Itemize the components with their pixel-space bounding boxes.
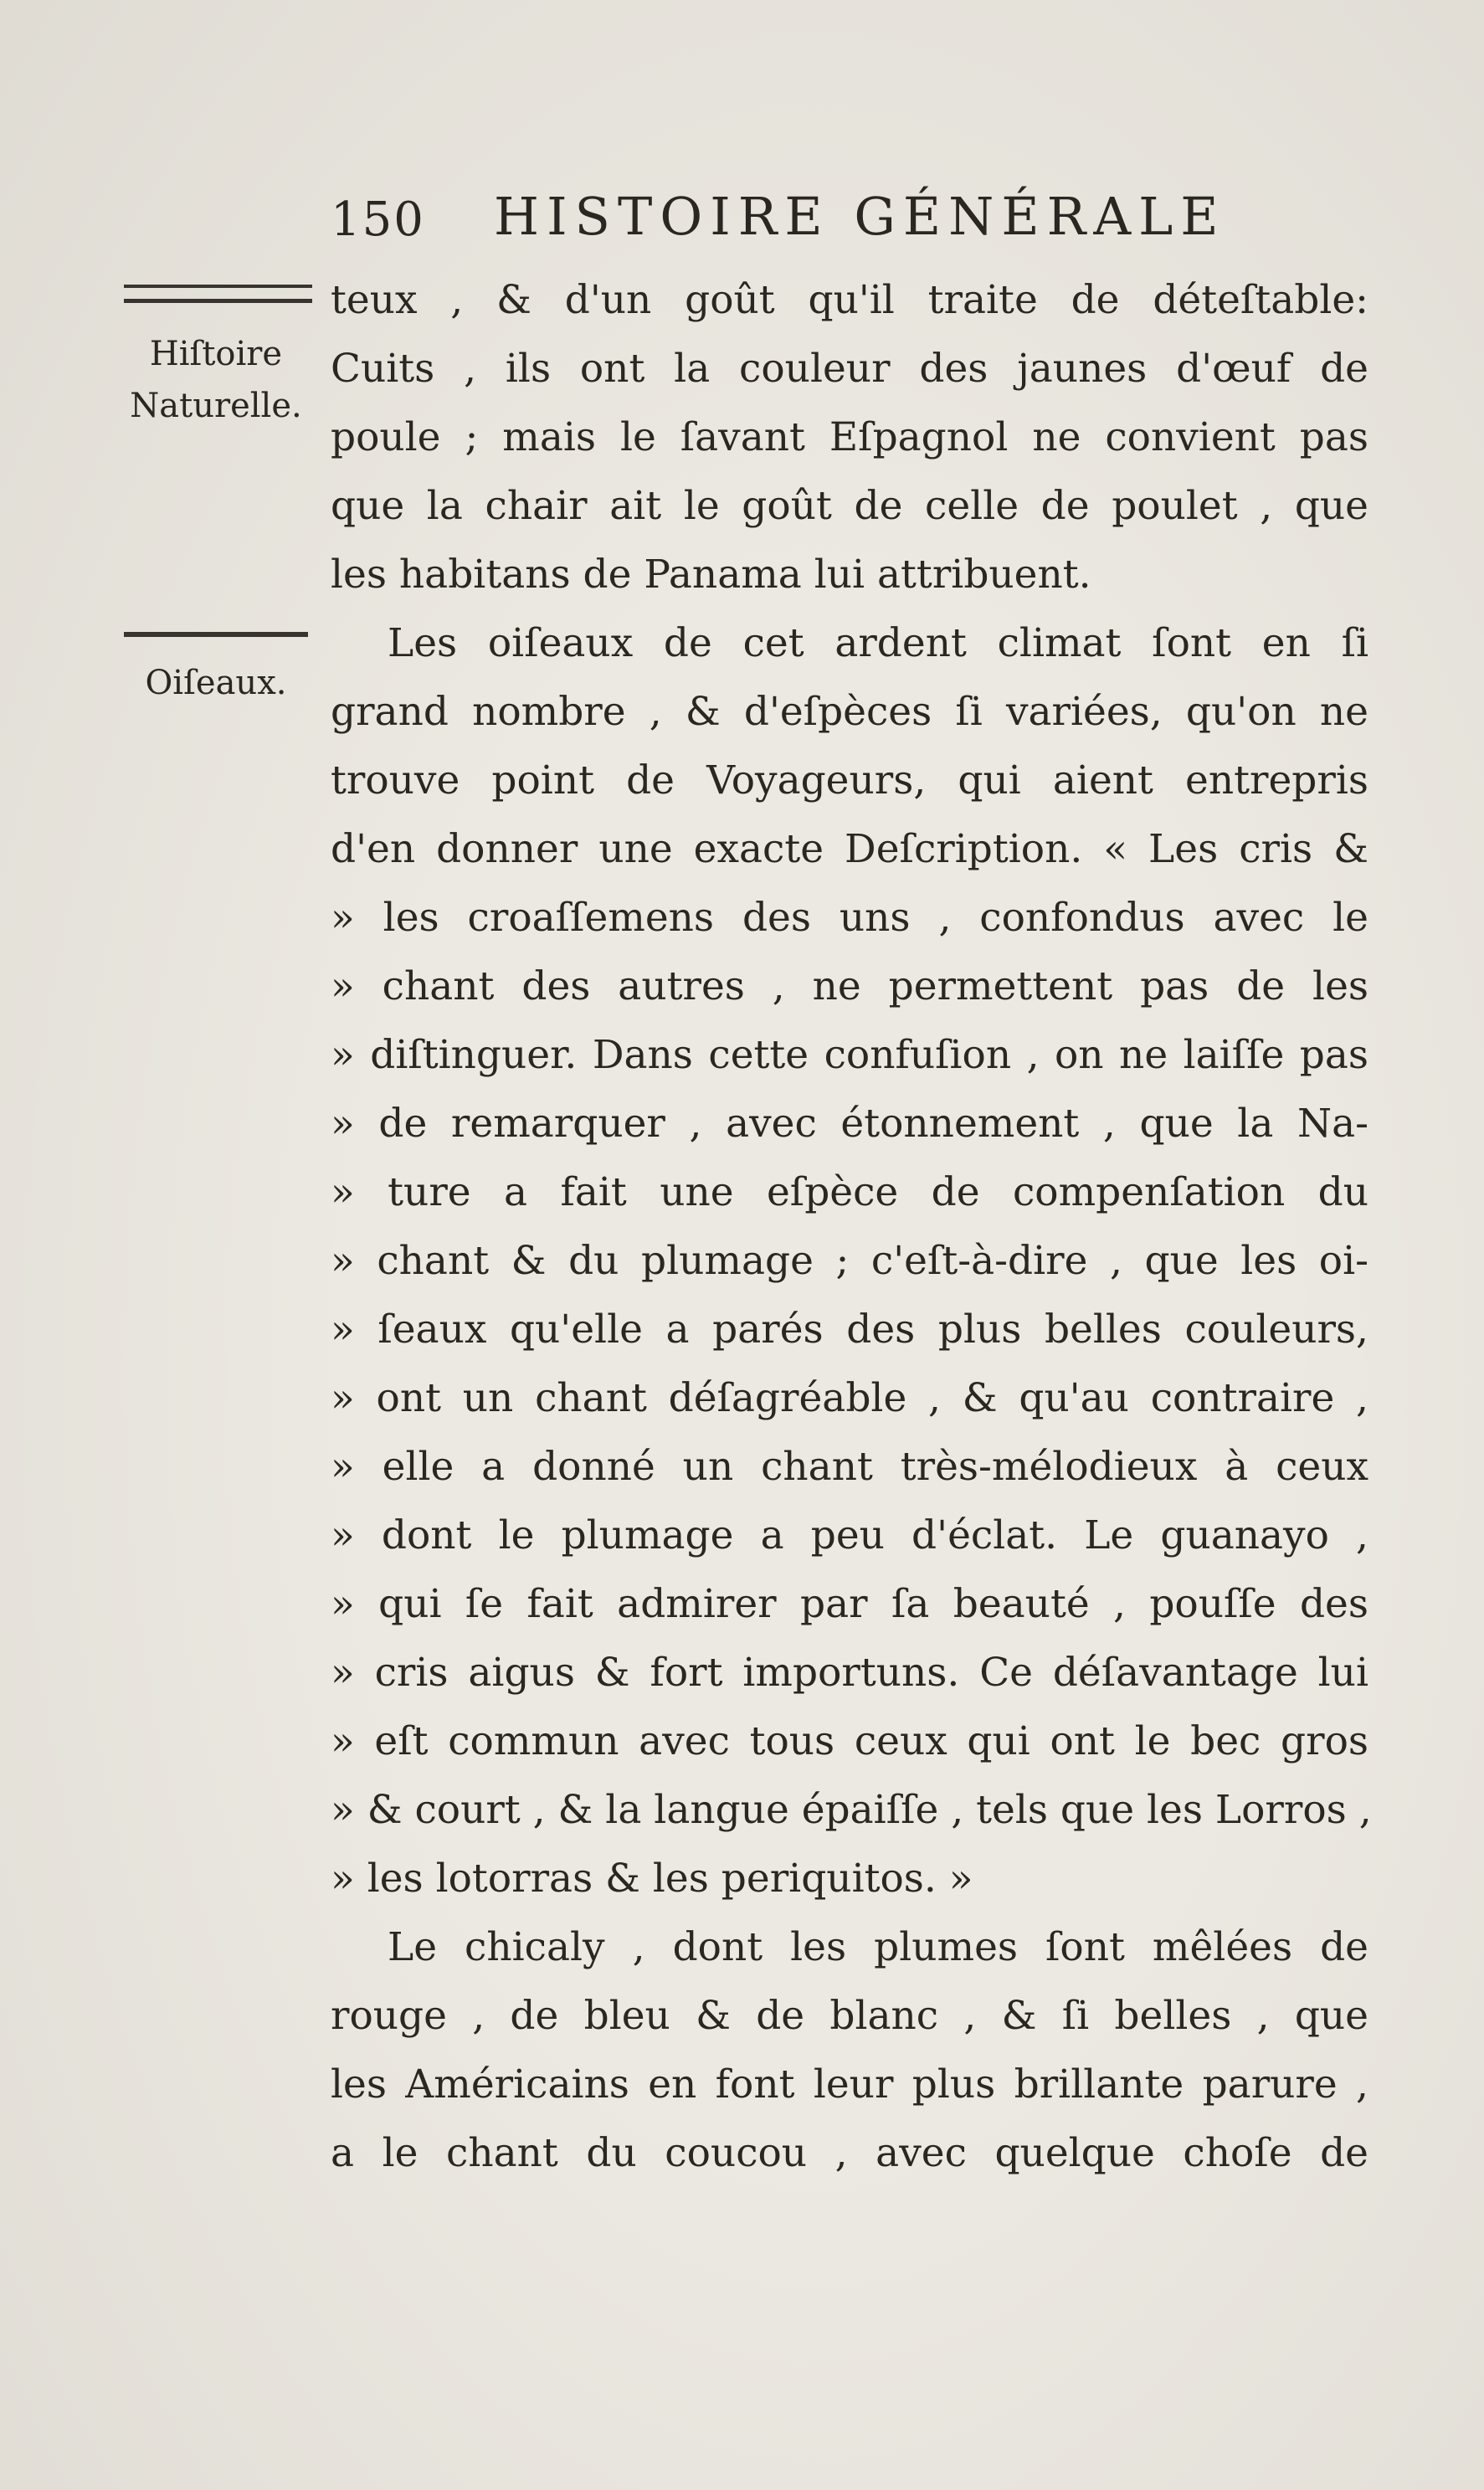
page-number: 150 bbox=[331, 193, 425, 247]
text-line: » qui ſe fait admirer par ſa beauté , pouſſe des bbox=[331, 1581, 1368, 1627]
text-line: » ſeaux qu'elle a parés des plus belles couleurs, bbox=[331, 1307, 1368, 1353]
margin-note-line: Hiſtoire bbox=[149, 335, 283, 373]
text-line: » les croaſſemens des uns , confondus avec le bbox=[331, 895, 1368, 941]
margin-note-oiseaux bbox=[116, 657, 316, 709]
text-line: » chant des autres , ne permettent pas de les bbox=[331, 963, 1368, 1009]
text-line: » ont un chant déſagréable , & qu'au contraire , bbox=[331, 1375, 1368, 1421]
margin-rule-bottom bbox=[124, 632, 308, 637]
text-line: » elle a donné un chant très-mélodieux à ceux bbox=[331, 1444, 1368, 1490]
text-line: d'en donner une exacte Deſcription. « Les cris & bbox=[331, 826, 1368, 872]
body-text bbox=[331, 266, 1372, 2188]
text-line: teux , & d'un goût qu'il traite de déteſtable: bbox=[331, 277, 1368, 323]
text-line: Cuits , ils ont la couleur des jaunes d'œuf de bbox=[331, 346, 1368, 392]
text-line: » dont le plumage a peu d'éclat. Le guanayo , bbox=[331, 1512, 1368, 1558]
text-line: poule ; mais le ſavant Eſpagnol ne convient pas bbox=[331, 414, 1368, 460]
text-line: que la chair ait le goût de celle de poulet , que bbox=[331, 483, 1368, 529]
text-line: trouve point de Voyageurs, qui aient entrepris bbox=[331, 757, 1368, 803]
text-line: » chant & du plumage ; c'eſt-à-dire , que les oi- bbox=[331, 1238, 1368, 1284]
text-line: a le chant du coucou , avec quelque choſe de bbox=[331, 2130, 1368, 2176]
text-line: Les oiſeaux de cet ardent climat ſont en ſi bbox=[388, 620, 1368, 666]
text-line: grand nombre , & d'eſpèces ſi variées, qu'on ne bbox=[331, 689, 1368, 735]
text-line: » & court , & la langue épaiſſe , tels que les Lorros , bbox=[331, 1787, 1372, 1833]
page-header bbox=[331, 186, 1368, 261]
text-line: » ture a fait une eſpèce de compenſation du bbox=[331, 1169, 1368, 1215]
text-line: les Américains en font leur plus brillante parure , bbox=[331, 2061, 1368, 2108]
running-title: HISTOIRE GÉNÉRALE bbox=[494, 186, 1226, 247]
text-line: » diſtinguer. Dans cette confuſion , on ne laiſſe pas bbox=[331, 1032, 1368, 1078]
text-line: Le chicaly , dont les plumes ſont mêlées de bbox=[388, 1924, 1368, 1970]
text-line: les habitans de Panama lui attribuent. bbox=[331, 552, 1091, 598]
text-line: » de remarquer , avec étonnement , que la Na- bbox=[331, 1101, 1368, 1147]
text-line: » cris aigus & fort importuns. Ce déſavantage lui bbox=[331, 1650, 1368, 1696]
text-line: rouge , de bleu & de blanc , & ſi belles , que bbox=[331, 1993, 1368, 2039]
margin-note-line: Naturelle. bbox=[130, 387, 302, 425]
margin-note-histoire bbox=[116, 328, 316, 432]
text-line: » eſt commun avec tous ceux qui ont le bec gros bbox=[331, 1718, 1368, 1764]
margin-rule-top bbox=[124, 285, 312, 303]
margin-note-line: Oiſeaux. bbox=[145, 664, 287, 702]
text-line: » les lotorras & les periquitos. » bbox=[331, 1856, 973, 1902]
